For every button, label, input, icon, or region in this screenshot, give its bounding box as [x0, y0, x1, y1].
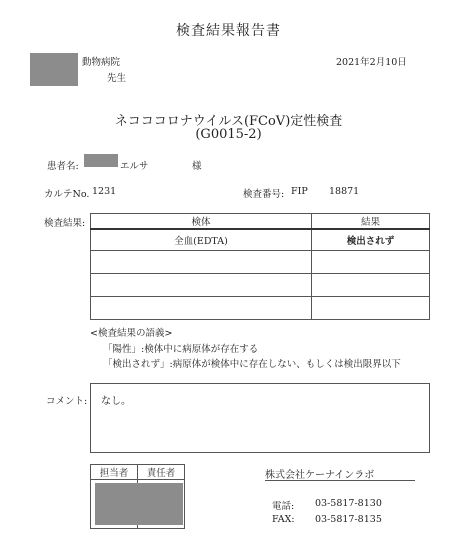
result-cell: [312, 274, 430, 297]
fax-label: FAX:: [272, 514, 295, 525]
specimen-cell: [91, 251, 312, 274]
specimen-cell: 全血(EDTA): [91, 229, 312, 251]
lab-name-underline: [265, 480, 415, 481]
fax-number: 03-5817-8135: [315, 514, 382, 525]
redacted-hospital-name: [30, 53, 78, 86]
result-cell: [312, 297, 430, 320]
test-name: ネコココロナウイルス(FCoV)定性検査: [114, 114, 343, 129]
table-row: [91, 297, 430, 320]
legend-negative: 「検出されず」:病原体が検体中に存在しない、もしくは検出限界以下: [103, 359, 401, 370]
patient-label: 患者名:: [47, 161, 79, 172]
karte-value: 1231: [92, 186, 117, 197]
comment-text: なし。: [101, 396, 131, 407]
exam-value: 18871: [329, 186, 360, 197]
person-in-charge-header: 担当者: [91, 465, 138, 480]
table-row: [91, 229, 430, 251]
results-header-row: [91, 214, 430, 230]
exam-label: 検査番号:: [243, 189, 285, 200]
lab-name: 株式会社ケーナインラボ: [265, 470, 375, 481]
redacted-owner-name: [84, 154, 118, 167]
specimen-cell: [91, 297, 312, 320]
exam-prefix: FIP: [291, 186, 308, 197]
specimen-cell: [91, 274, 312, 297]
comment-box: [90, 383, 430, 453]
tel-number: 03-5817-8130: [315, 498, 382, 509]
result-cell: [312, 251, 430, 274]
patient-honorific: 様: [192, 161, 202, 172]
redacted-stamps: [95, 483, 183, 525]
test-code: (G0015-2): [195, 127, 262, 142]
comment-label: コメント:: [46, 396, 88, 407]
results-table: [90, 213, 430, 320]
report-date: 2021年2月10日: [336, 57, 407, 68]
table-row: [91, 274, 430, 297]
tel-label: 電話:: [272, 501, 295, 512]
header-specimen: 検体: [91, 214, 312, 230]
doctor-honorific: 先生: [107, 73, 127, 84]
responsible-header: 責任者: [138, 465, 185, 480]
header-result: 結果: [312, 214, 430, 230]
result-cell: 検出されず: [312, 229, 430, 251]
results-label: 検査結果:: [44, 218, 86, 229]
karte-label: カルテNo.: [44, 189, 90, 200]
legend-positive: 「陽性」:検体中に病原体が存在する: [103, 344, 259, 355]
patient-name: エルサ: [120, 161, 149, 172]
report-title: 検査結果報告書: [176, 23, 281, 39]
table-row: [91, 251, 430, 274]
hospital-suffix: 動物病院: [82, 57, 121, 68]
legend-title: <検査結果の語義>: [90, 328, 173, 339]
